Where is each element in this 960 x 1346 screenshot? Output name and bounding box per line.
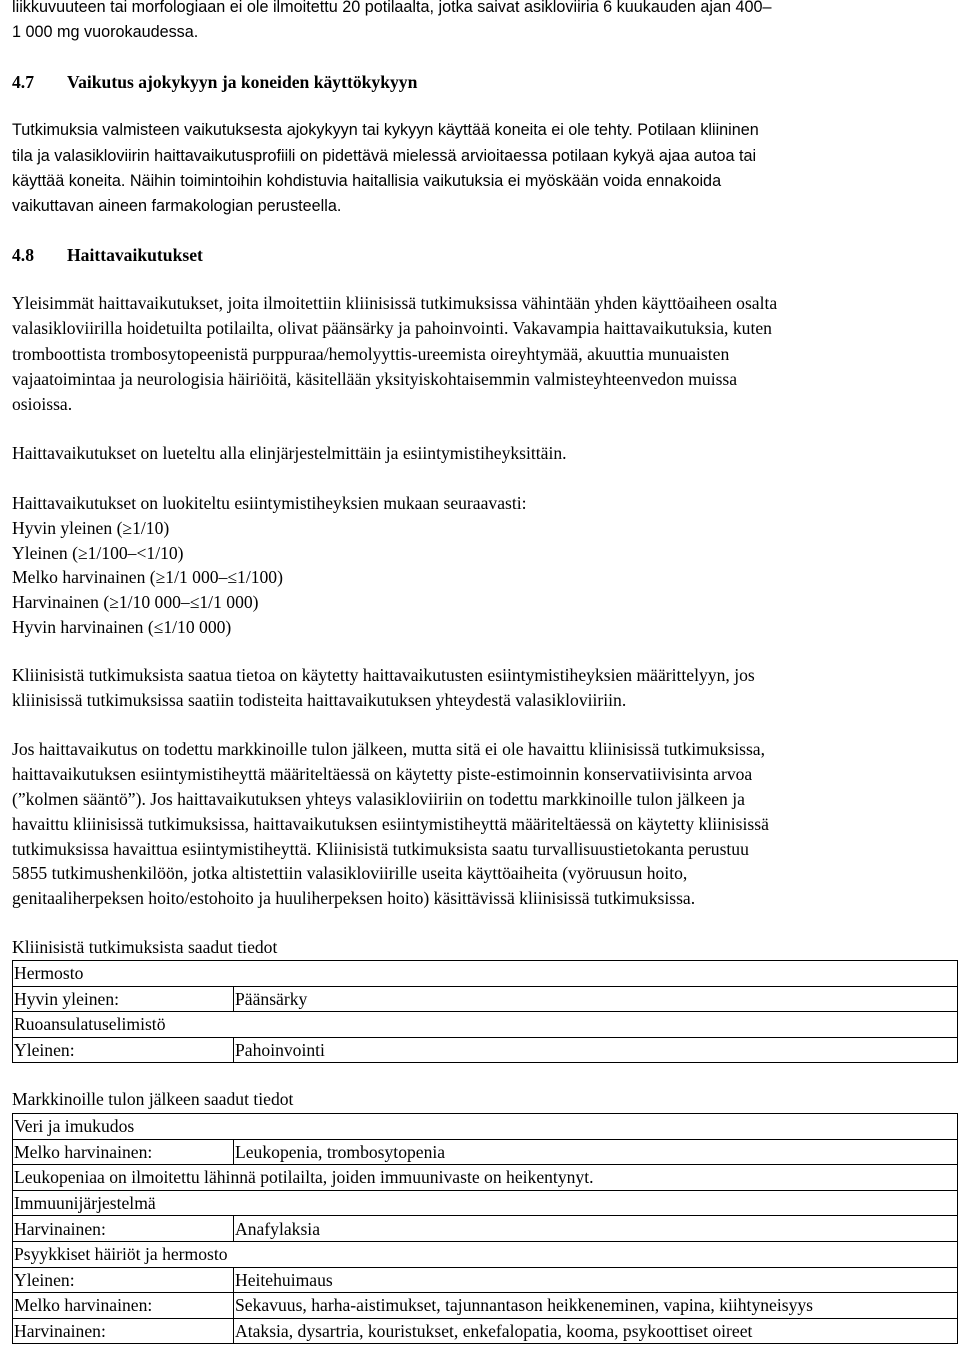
effect-cell: Sekavuus, harha-aistimukset, tajunnantason heikkeneminen, vapina, kiihtyneisyys bbox=[234, 1293, 958, 1319]
organ-class-cell: Psyykkiset häiriöt ja hermosto bbox=[13, 1241, 958, 1267]
effect-cell: Heitehuimaus bbox=[234, 1267, 958, 1293]
table-row bbox=[13, 1114, 958, 1140]
frequency-item: Harvinainen (≥1/10 000–≤1/1 000) bbox=[12, 592, 259, 612]
body-line: valasikloviirilla hoidetuilta potilailta, olivat päänsärky ja pahoinvointi. Vakavampia haittavaikutuksia, kuten bbox=[12, 318, 772, 338]
body-text: Potilaan kliininen bbox=[637, 121, 759, 139]
body-line: kliinisissä tutkimuksissa saatiin todisteita haittavaikutuksen yhteydestä valasikloviiriin. bbox=[12, 690, 627, 710]
effect-cell: Ataksia, dysartria, kouristukset, enkefalopatia, kooma, psykoottiset oireet bbox=[234, 1318, 958, 1344]
frequency-cell: Yleinen: bbox=[13, 1037, 234, 1063]
body-text: käyttää koneita. bbox=[12, 172, 126, 190]
effect-cell: Päänsärky bbox=[234, 986, 958, 1012]
body-line: tila ja valasikloviirin haittavaikutusprofiili on pidettävä mielessä arvioitaessa potilaan kykyä ajaa autoa tai bbox=[12, 147, 757, 165]
body-line: (”kolmen sääntö”). Jos haittavaikutuksen yhteys valasikloviiriin on todettu markkinoille tulon jälkeen ja bbox=[12, 789, 745, 809]
body-line: haittavaikutuksen esiintymistiheyttä määriteltäessä on käytetty piste-estimoinnin konservatiivisinta arvoa bbox=[12, 764, 753, 784]
frequency-cell: Melko harvinainen: bbox=[13, 1293, 234, 1319]
frequency-cell: Harvinainen: bbox=[13, 1216, 234, 1242]
organ-class-cell: Veri ja imukudos bbox=[13, 1114, 958, 1140]
body-line: havaittu kliinisissä tutkimuksissa, haittavaikutuksen esiintymistiheyttä määriteltäessä on käytetty kliinisissä bbox=[12, 814, 769, 834]
table-row bbox=[13, 1037, 958, 1063]
section-heading-4-8 bbox=[12, 245, 203, 266]
table-row bbox=[13, 986, 958, 1012]
section-title: Vaikutus ajokykyyn ja koneiden käyttökykyyn bbox=[67, 72, 418, 92]
adverse-effects-table-clinical bbox=[12, 960, 958, 1063]
table-row bbox=[13, 1165, 958, 1191]
table-row bbox=[13, 1216, 958, 1242]
table-row bbox=[13, 1190, 958, 1216]
section-heading-4-7 bbox=[12, 72, 417, 93]
frequency-cell: Melko harvinainen: bbox=[13, 1139, 234, 1165]
frequency-item: Hyvin yleinen (≥1/10) bbox=[12, 518, 170, 538]
table-caption: Markkinoille tulon jälkeen saadut tiedot bbox=[12, 1089, 294, 1109]
table-row bbox=[13, 961, 958, 987]
body-line: Jos haittavaikutus on todettu markkinoille tulon jälkeen, mutta sitä ei ole havaittu kliinisissä tutkimuksissa, bbox=[12, 739, 766, 759]
body-line bbox=[12, 121, 759, 140]
body-text: Tutkimuksia valmisteen vaikutuksesta ajokykyyn tai kykyyn käyttää koneita ei ole tehty. bbox=[12, 121, 633, 139]
table-row bbox=[13, 1241, 958, 1267]
frequency-cell: Yleinen: bbox=[13, 1267, 234, 1293]
body-line: genitaaliherpeksen hoito/estohoito ja huuliherpeksen hoito) käsittävissä kliinisissä tutkimuksissa. bbox=[12, 888, 696, 908]
organ-class-cell: Ruoansulatuselimistö bbox=[13, 1012, 958, 1038]
body-line: tromboottista trombosytopeenistä purppuraa/hemolyyttis-ureemista oireyhtymää, akuuttia munuaisten bbox=[12, 344, 730, 364]
body-line: vajaatoimintaa ja neurologisia häiriöitä, käsitellään yksityiskohtaisemmin valmisteyhteenvedon muissa bbox=[12, 369, 738, 389]
adverse-effects-table-postmarketing bbox=[12, 1113, 958, 1344]
section-number: 4.7 bbox=[12, 72, 34, 92]
table-row bbox=[13, 1139, 958, 1165]
intro-line: liikkuvuuteen tai morfologiaan ei ole ilmoitettu 20 potilaalta, jotka saivat asikloviiria 6 kuukauden ajan 400– bbox=[12, 0, 772, 16]
table-row bbox=[13, 1012, 958, 1038]
effect-cell: Pahoinvointi bbox=[234, 1037, 958, 1063]
frequency-item: Yleinen (≥1/100–<1/10) bbox=[12, 543, 184, 563]
body-text: Näihin toimintoihin kohdistuvia haitallisia vaikutuksia ei myöskään voida ennakoida bbox=[129, 172, 722, 190]
body-line: tutkimuksissa havaittua esiintymistiheyttä. Kliinisistä tutkimuksista saatu turvallisuustietokanta perustuu bbox=[12, 839, 749, 859]
section-title: Haittavaikutukset bbox=[67, 245, 203, 265]
intro-line: 1 000 mg vuorokaudessa. bbox=[12, 23, 199, 41]
organ-class-cell: Hermosto bbox=[13, 961, 958, 987]
table-row bbox=[13, 1318, 958, 1344]
table-caption: Kliinisistä tutkimuksista saadut tiedot bbox=[12, 937, 278, 957]
section-number: 4.8 bbox=[12, 245, 34, 265]
body-line: Haittavaikutukset on lueteltu alla elinjärjestelmittäin ja esiintymistiheyksittäin. bbox=[12, 443, 567, 463]
table-row bbox=[13, 1267, 958, 1293]
effect-cell: Leukopenia, trombosytopenia bbox=[234, 1139, 958, 1165]
note-cell: Leukopeniaa on ilmoitettu lähinnä potilailta, joiden immuunivaste on heikentynyt. bbox=[13, 1165, 958, 1191]
body-line: Yleisimmät haittavaikutukset, joita ilmoitettiin kliinisissä tutkimuksissa vähintään yhden käyttöaiheen osalta bbox=[12, 293, 778, 313]
organ-class-cell: Immuunijärjestelmä bbox=[13, 1190, 958, 1216]
body-line: 5855 tutkimushenkilöön, jotka altistettiin valasikloviirille useita käyttöaiheita (vyöruusun hoito, bbox=[12, 863, 688, 883]
body-line: Kliinisistä tutkimuksista saatua tietoa on käytetty haittavaikutusten esiintymistiheyksien määrittelyyn, jos bbox=[12, 665, 755, 685]
body-line: osioissa. bbox=[12, 394, 73, 414]
frequency-cell: Harvinainen: bbox=[13, 1318, 234, 1344]
effect-cell: Anafylaksia bbox=[234, 1216, 958, 1242]
body-line bbox=[12, 172, 721, 191]
frequency-item: Melko harvinainen (≥1/1 000–≤1/100) bbox=[12, 567, 283, 587]
frequency-item: Hyvin harvinainen (≤1/10 000) bbox=[12, 617, 232, 637]
frequency-cell: Hyvin yleinen: bbox=[13, 986, 234, 1012]
table-row bbox=[13, 1293, 958, 1319]
body-line: Haittavaikutukset on luokiteltu esiintymistiheyksien mukaan seuraavasti: bbox=[12, 493, 527, 513]
body-line: vaikuttavan aineen farmakologian perusteella. bbox=[12, 197, 342, 215]
